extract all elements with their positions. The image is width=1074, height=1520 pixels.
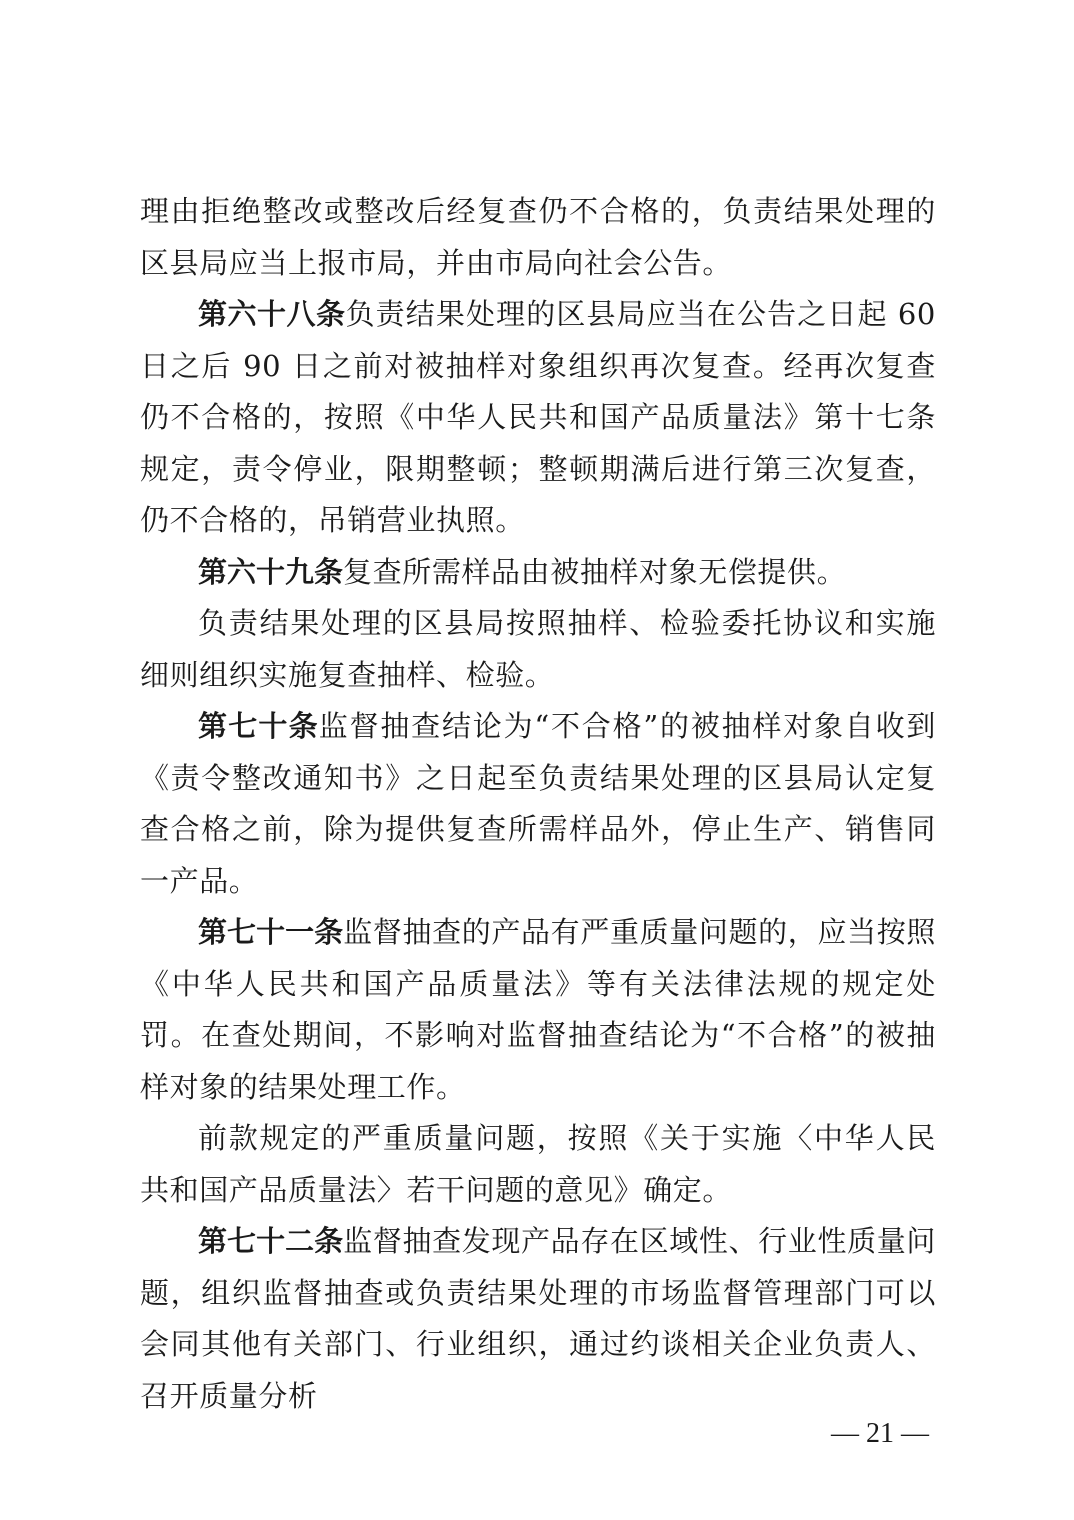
paragraph-text: 理由拒绝整改或整改后经复查仍不合格的，负责结果处理的区县局应当上报市局，并由市局向社会公告。 — [140, 194, 936, 280]
paragraph-text: 负责结果处理的区县局应当在公告之日起 60 日之后 90 日之前对被抽样对象组织再次复查。经再次复查仍不合格的，按照《中华人民共和国产品质量法》第十七条规定，责令停业，限期整顿；整顿期满后进行第三次复查，仍不合格的，吊销营业执照。 — [140, 297, 936, 537]
paragraph-text: 监督抽查发现产品存在区域性、行业性质量问题，组织监督抽查或负责结果处理的市场监督管理部门可以会同其他有关部门、行业组织，通过约谈相关企业负责人、召开质量分析 — [140, 1224, 936, 1413]
paragraph-text: 负责结果处理的区县局按照抽样、检验委托协议和实施细则组织实施复查抽样、检验。 — [140, 606, 936, 692]
article-heading: 第七十二条 — [198, 1224, 344, 1258]
article-72 — [140, 1216, 936, 1422]
paragraph — [140, 598, 936, 701]
article-71 — [140, 907, 936, 1113]
article-heading: 第七十一条 — [198, 915, 344, 949]
article-heading: 第六十八条 — [198, 297, 346, 331]
document-body — [140, 186, 936, 1422]
article-heading: 第六十九条 — [198, 554, 344, 589]
paragraph-text: 前款规定的严重质量问题，按照《关于实施〈中华人民共和国产品质量法〉若干问题的意见》确定。 — [140, 1121, 936, 1207]
article-70 — [140, 701, 936, 907]
paragraph-text: 监督抽查的产品有严重质量问题的，应当按照《中华人民共和国产品质量法》等有关法律法规的规定处罚。在查处期间，不影响对监督抽查结论为“不合格”的被抽样对象的结果处理工作。 — [140, 915, 936, 1104]
article-heading: 第七十条 — [198, 709, 319, 743]
paragraph-text: 监督抽查结论为“不合格”的被抽样对象自收到《责令整改通知书》之日起至负责结果处理的区县局认定复查合格之前，除为提供复查所需样品外，停止生产、销售同一产品。 — [140, 709, 936, 898]
page-number: — 21 — — [831, 1418, 929, 1449]
paragraph — [140, 186, 936, 289]
paragraph — [140, 1113, 936, 1216]
paragraph-text: 复查所需样品由被抽样对象无偿提供。 — [343, 554, 847, 589]
article-69 — [140, 547, 936, 599]
article-68 — [140, 289, 936, 547]
